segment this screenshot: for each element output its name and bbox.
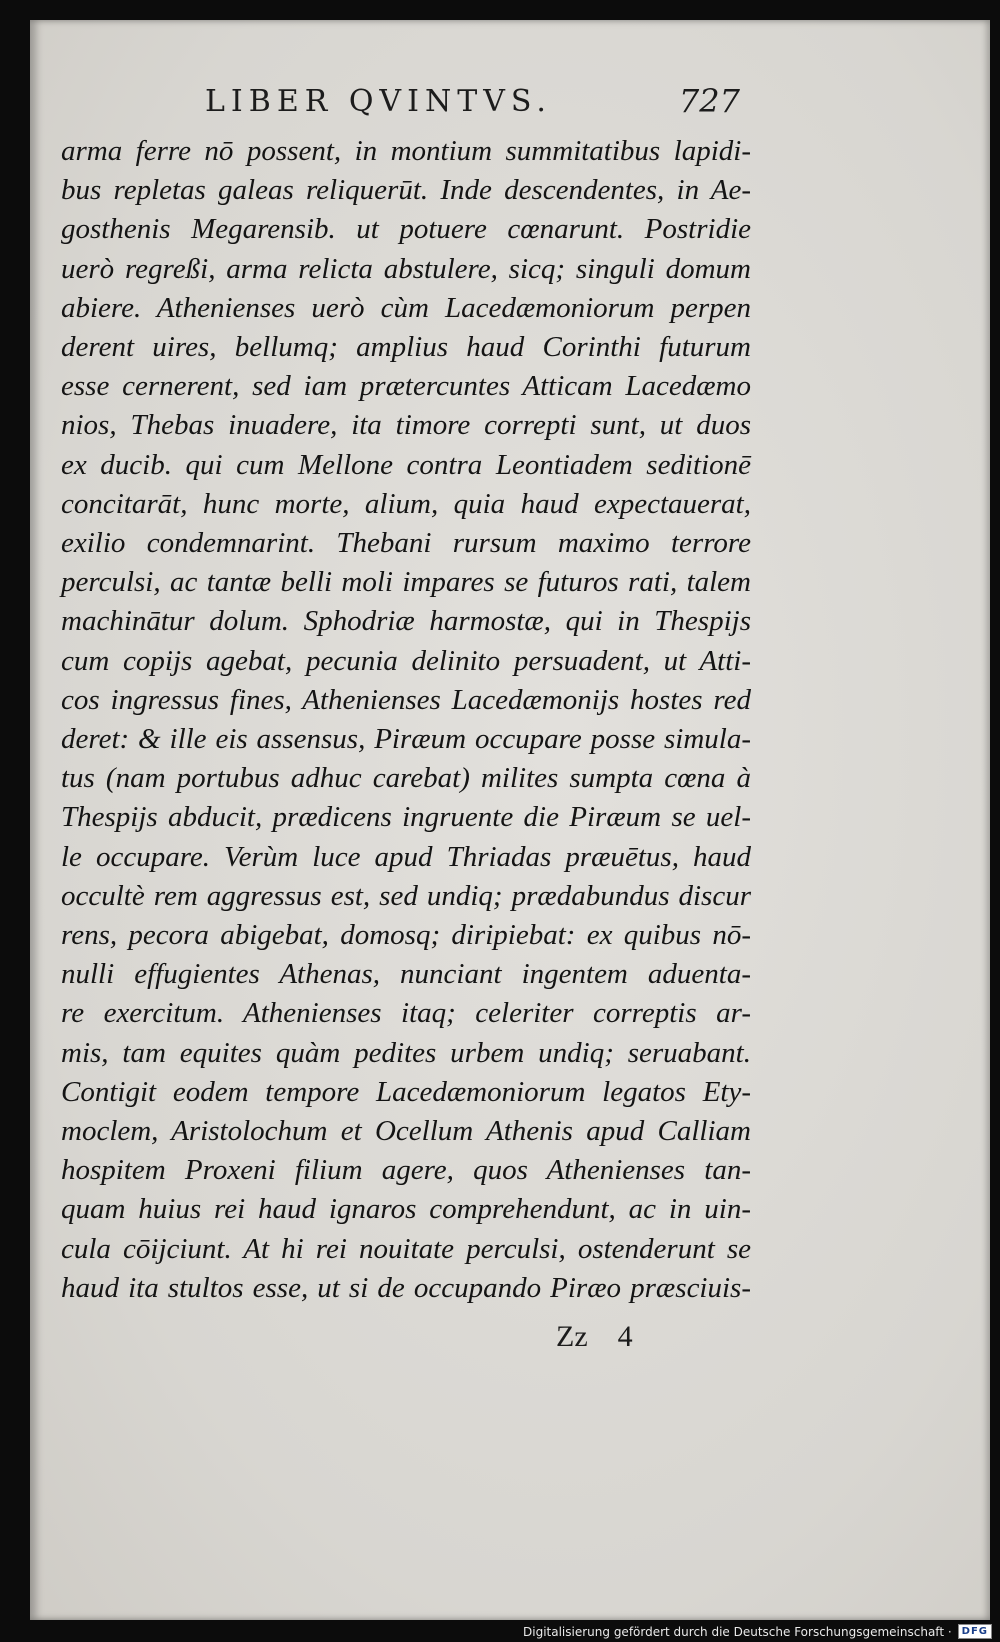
credit-text: Digitalisierung gefördert durch die Deutsche Forschungsgemeinschaft · xyxy=(523,1624,952,1639)
text-line: concitarāt, hunc morte, alium, quia haud expectauerat, xyxy=(61,487,751,520)
text-line: bus repletas galeas reliquerūt. Inde descendentes, in Ae- xyxy=(61,174,751,207)
text-line: cula cōijciunt. At hi rei nouitate perculsi, ostenderunt se xyxy=(61,1232,751,1265)
text-line: haud ita stultos esse, ut si de occupando Piræo præsciuis- xyxy=(61,1271,751,1304)
text-line: abiere. Athenienses uerò cùm Lacedæmoniorum perpen xyxy=(61,291,751,324)
text-line: cos ingressus fines, Athenienses Lacedæmonijs hostes red xyxy=(61,683,751,716)
signature-mark xyxy=(556,1320,633,1354)
text-line: rens, pecora abigebat, domosq; diripiebat: ex quibus nō- xyxy=(61,919,751,952)
book-page xyxy=(30,20,990,1620)
body-text xyxy=(61,132,751,1308)
text-line: re exercitum. Athenienses itaq; celeriter correptis ar- xyxy=(61,997,751,1030)
text-line: tus (nam portubus adhuc carebat) milites sumpta cœna à xyxy=(61,762,751,795)
text-line: deret: & ille eis assensus, Piræum occupare posse simula- xyxy=(61,723,751,756)
digitization-credit xyxy=(523,1624,992,1639)
text-line: le occupare. Verùm luce apud Thriadas præuētus, haud xyxy=(61,840,751,873)
text-line: exilio condemnarint. Thebani rursum maximo terrore xyxy=(61,527,751,560)
text-line: perculsi, ac tantæ belli moli impares se futuros rati, talem xyxy=(61,566,751,599)
text-line: uerò regreßi, arma relicta abstulere, sicq; singuli domum xyxy=(61,252,751,285)
text-line: mis, tam equites quàm pedites urbem undiq; seruabant. xyxy=(61,1036,751,1069)
page-number: 727 xyxy=(678,82,740,120)
text-line: derent uires, bellumq; amplius haud Corinthi futurum xyxy=(61,331,751,364)
text-line: nulli effugientes Athenas, nunciant ingentem aduenta- xyxy=(61,958,751,991)
text-line: gosthenis Megarensib. ut potuere cœnarunt. Postridie xyxy=(61,213,751,246)
text-line: machinātur dolum. Sphodriæ harmostæ, qui in Thespijs xyxy=(61,605,751,638)
signature-letters: Zz xyxy=(556,1320,588,1353)
running-head: LIBER QVINTVS. xyxy=(205,84,552,119)
text-line: moclem, Aristolochum et Ocellum Athenis apud Calliam xyxy=(61,1115,751,1148)
text-line: esse cernerent, sed iam prætercuntes Atticam Lacedæmo xyxy=(61,370,751,403)
text-line: quam huius rei haud ignaros comprehendunt, ac in uin- xyxy=(61,1193,751,1226)
text-line: cum copijs agebat, pecunia delinito persuadent, ut Atti- xyxy=(61,644,751,677)
text-line: nios, Thebas inuadere, ita timore correpti sunt, ut duos xyxy=(61,409,751,442)
text-line: occultè rem aggressus est, sed undiq; prædabundus discur xyxy=(61,879,751,912)
signature-number: 4 xyxy=(617,1320,633,1353)
text-line: hospitem Proxeni filium agere, quos Athenienses tan- xyxy=(61,1154,751,1187)
dfg-logo-icon: DFG xyxy=(958,1624,992,1639)
text-line: Thespijs abducit, prædicens ingruente die Piræum se uel- xyxy=(61,801,751,834)
text-line: arma ferre nō possent, in montium summitatibus lapidi- xyxy=(61,135,751,167)
text-line: Contigit eodem tempore Lacedæmoniorum legatos Ety- xyxy=(61,1075,751,1108)
text-line: ex ducib. qui cum Mellone contra Leontiadem seditionē xyxy=(61,448,751,481)
